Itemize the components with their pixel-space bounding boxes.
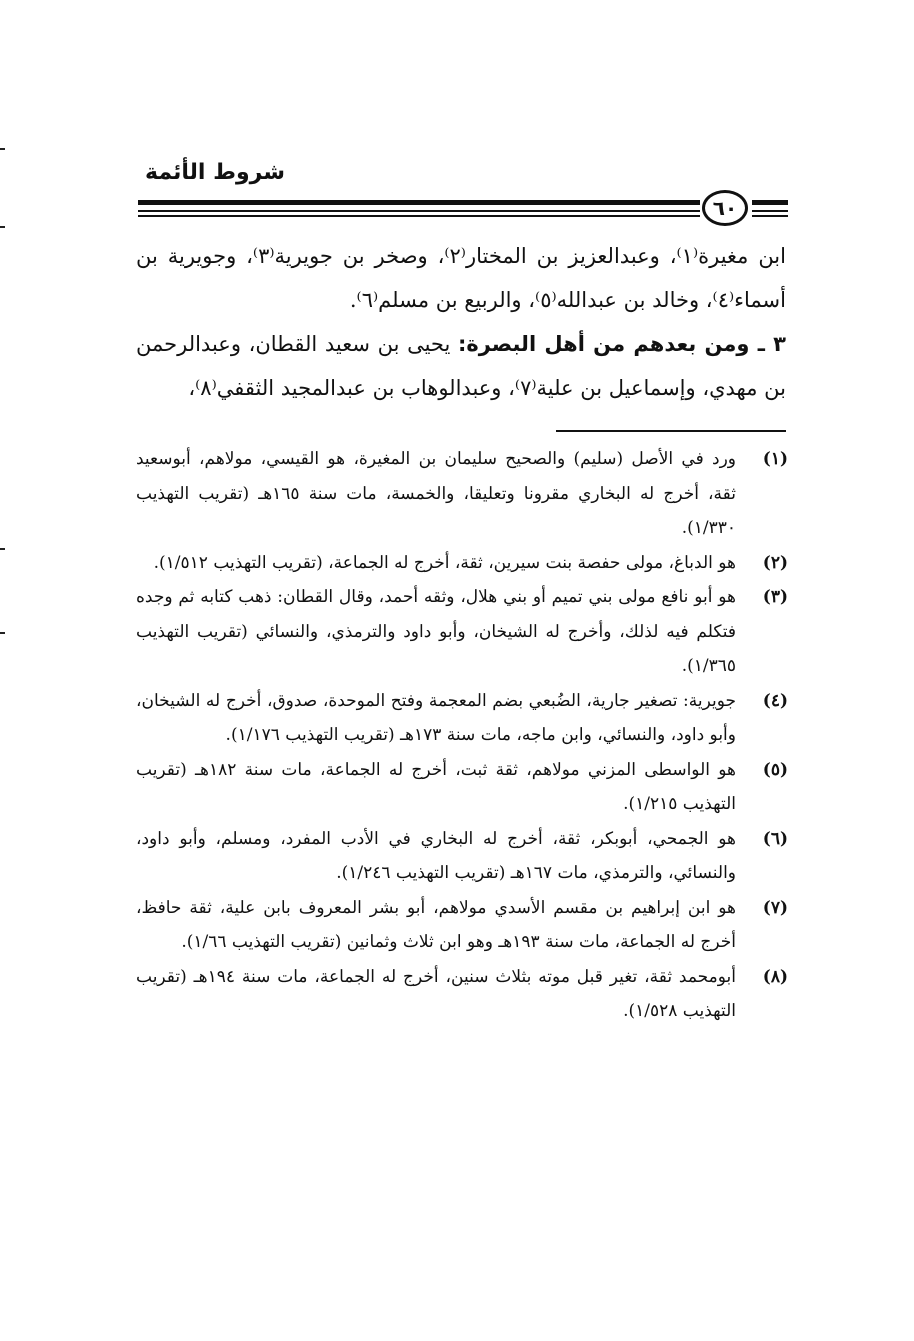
footnote bbox=[136, 960, 788, 1029]
footnote bbox=[136, 753, 788, 822]
margin-mark bbox=[0, 148, 5, 150]
footnote bbox=[136, 580, 788, 684]
footnote-separator bbox=[556, 430, 786, 432]
header-rule-right-thick bbox=[752, 200, 788, 205]
footnote-number: (٣) bbox=[762, 587, 788, 607]
paragraph: ابن مغيرة⁽١⁾، وعبدالعزيز بن المختار⁽٢⁾، وصخر بن جويرية⁽٣⁾، وجويرية بن أسماء⁽٤⁾، وخالد بن عبدالله⁽٥⁾، والربيع بن مسلم⁽٦⁾. bbox=[136, 244, 786, 312]
footnote bbox=[136, 546, 788, 581]
header-rule-thin bbox=[138, 210, 700, 212]
footnote-text: هو ابن إبراهيم بن مقسم الأسدي مولاهم، أبو بشر المعروف بابن علية، ثقة حافظ، أخرج له الجماعة، مات سنة ١٩٣هـ وهو ابن ثلاث وثمانين (تقريب التهذيب ١/٦٦). bbox=[136, 897, 736, 952]
footnote-number: (٦) bbox=[762, 828, 788, 849]
footnote-text: هو أبو نافع مولى بني تميم أو بني هلال، وثقه أحمد، وقال القطان: ذهب كتابه ثم وجده فتكلم فيه لذلك، وأخرج له الشيخان، وأبو داود والترمذي، والنسائي (تقريب التهذيب ١/٣٦٥). bbox=[136, 587, 736, 676]
header-rule-thin bbox=[138, 215, 700, 217]
main-text bbox=[136, 234, 786, 410]
footnote bbox=[136, 891, 788, 960]
page-number: ٦٠ bbox=[702, 190, 748, 226]
footnote bbox=[136, 442, 788, 546]
footnote-text: هو الجمحي، أبوبكر، ثقة، أخرج له البخاري في الأدب المفرد، ومسلم، وأبو داود، والنسائي، والترمذي، مات ١٦٧هـ (تقريب التهذيب ١/٢٤٦). bbox=[136, 828, 736, 883]
footnote bbox=[136, 684, 788, 753]
margin-mark bbox=[0, 632, 5, 634]
section-lead: ٣ ـ ومن بعدهم من أهل البصرة: bbox=[457, 332, 786, 356]
footnote-number: (٧) bbox=[762, 897, 788, 918]
footnote-text: جويرية: تصغير جارية، الضُبعي بضم المعجمة وفتح الموحدة، صدوق، أخرج له الشيخان، وأبو داود، والنسائي، وابن ماجه، مات سنة ١٧٣هـ (تقريب التهذيب ١/١٧٦). bbox=[136, 690, 736, 745]
footnotes bbox=[136, 442, 788, 1029]
footnote-text: ورد في الأصل (سليم) والصحيح سليمان بن المغيرة، هو القيسي، مولاهم، أبوسعيد ثقة، أخرج له البخاري مقرونا وتعليقا، والخمسة، مات سنة ١٦٥هـ (تقريب التهذيب ١/٣٣٠). bbox=[136, 449, 736, 538]
header-rule-right-thin bbox=[752, 215, 788, 217]
footnote-number: (٨) bbox=[762, 966, 788, 987]
margin-mark bbox=[0, 226, 5, 228]
margin-mark bbox=[0, 548, 5, 550]
footnote-number: (٢) bbox=[762, 552, 788, 573]
header-rule-thick bbox=[138, 200, 700, 205]
paragraph bbox=[136, 322, 786, 410]
running-title: شروط الأئمة bbox=[145, 160, 285, 185]
footnote-text: هو الواسطى المزني مولاهم، ثقة ثبت، أخرج له الجماعة، مات سنة ١٨٢هـ (تقريب التهذيب ١/٢١٥). bbox=[136, 759, 736, 814]
header-rule-right-thin bbox=[752, 210, 788, 212]
footnote-number: (٥) bbox=[762, 759, 788, 780]
paragraph-text: يحيى بن سعيد القطان، وعبدالرحمن بن مهدي، وإسماعيل بن علية⁽٧⁾، وعبدالوهاب بن عبدالمجيد الثقفي⁽٨⁾، bbox=[136, 332, 786, 400]
footnote-number: (٤) bbox=[762, 690, 788, 711]
footnote-number: (١) bbox=[762, 449, 788, 469]
footnote-text: هو الدباغ، مولى حفصة بنت سيرين، ثقة، أخرج له الجماعة، (تقريب التهذيب ١/٥١٢). bbox=[153, 552, 736, 573]
footnote bbox=[136, 822, 788, 891]
footnote-text: أبومحمد ثقة، تغير قبل موته بثلاث سنين، أخرج له الجماعة، مات سنة ١٩٤هـ (تقريب التهذيب ١/٥٢٨). bbox=[136, 966, 736, 1021]
